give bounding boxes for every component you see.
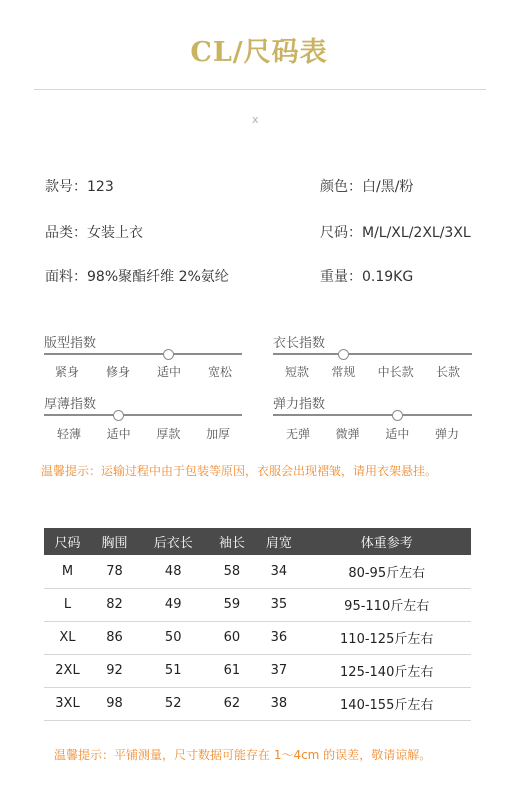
title-divider <box>34 89 486 90</box>
index-knob <box>113 410 124 421</box>
index-label: 弹力 <box>434 427 459 441</box>
fabric-info: 面料：98%聚酯纤维 2%氨纶 <box>45 269 229 285</box>
table-cell: 48 <box>138 555 208 588</box>
table-row <box>44 555 471 588</box>
sizes-info: 尺码：M/L/XL/2XL/3XL <box>320 225 471 241</box>
index-title: 版型指数 <box>44 336 97 351</box>
index-track <box>273 414 472 416</box>
index-label: 紧身 <box>55 365 80 379</box>
table-cell: XL <box>44 621 91 654</box>
index-label: 适中 <box>106 427 131 441</box>
column-header: 体重参考 <box>302 528 471 555</box>
weight-info: 重量：0.19KG <box>320 269 414 285</box>
table-cell: 110-125斤左右 <box>302 621 471 654</box>
index-title: 弹力指数 <box>273 397 326 412</box>
index-label: 修身 <box>105 365 130 379</box>
table-cell: L <box>44 588 91 621</box>
table-cell: 36 <box>255 621 302 654</box>
table-cell: 3XL <box>44 687 91 720</box>
index-track <box>273 353 472 355</box>
table-cell: 59 <box>208 588 255 621</box>
table-cell: 62 <box>208 687 255 720</box>
style-number: 款号：123 <box>45 179 114 195</box>
index-title: 厚薄指数 <box>44 397 97 412</box>
index-title: 衣长指数 <box>273 336 326 351</box>
index-labels <box>286 425 459 442</box>
table-cell: 38 <box>255 687 302 720</box>
table-cell: M <box>44 555 91 588</box>
table-cell: 140-155斤左右 <box>302 687 471 720</box>
table-cell: 92 <box>91 654 138 687</box>
column-header: 后衣长 <box>138 528 208 555</box>
index-label: 适中 <box>385 427 410 441</box>
color-info: 颜色：白/黑/粉 <box>320 179 414 195</box>
notice-measurement: 温馨提示：平铺测量，尺寸数据可能存在 1～4cm 的误差，敬请谅解。 <box>54 748 432 762</box>
table-row <box>44 588 471 621</box>
index-label: 微弹 <box>335 427 360 441</box>
close-icon[interactable]: x <box>252 113 259 126</box>
table-cell: 37 <box>255 654 302 687</box>
table-row <box>44 687 471 720</box>
table-cell: 51 <box>138 654 208 687</box>
index-label: 短款 <box>285 365 310 379</box>
table-cell: 98 <box>91 687 138 720</box>
table-cell: 35 <box>255 588 302 621</box>
index-labels <box>55 363 232 380</box>
notice-wrinkles: 温馨提示：运输过程中由于包装等原因，衣服会出现褶皱，请用衣架悬挂。 <box>41 464 438 478</box>
table-row <box>44 621 471 654</box>
column-header: 袖长 <box>208 528 255 555</box>
table-cell: 86 <box>91 621 138 654</box>
table-cell: 61 <box>208 654 255 687</box>
column-header: 尺码 <box>44 528 91 555</box>
index-labels <box>285 363 460 380</box>
index-label: 加厚 <box>205 427 230 441</box>
table-cell: 49 <box>138 588 208 621</box>
index-label: 宽松 <box>207 365 232 379</box>
table-cell: 80-95斤左右 <box>302 555 471 588</box>
index-label: 无弹 <box>286 427 311 441</box>
table-header-row <box>44 528 471 555</box>
table-cell: 125-140斤左右 <box>302 654 471 687</box>
index-label: 常规 <box>331 365 356 379</box>
index-label: 中长款 <box>377 365 414 379</box>
table-cell: 34 <box>255 555 302 588</box>
index-knob <box>163 349 174 360</box>
table-cell: 2XL <box>44 654 91 687</box>
index-label: 适中 <box>156 365 181 379</box>
table-cell: 58 <box>208 555 255 588</box>
index-labels <box>57 425 230 442</box>
table-row <box>44 654 471 687</box>
table-cell: 50 <box>138 621 208 654</box>
index-label: 轻薄 <box>57 427 82 441</box>
page-title: CL/尺码表 <box>190 37 328 68</box>
table-cell: 78 <box>91 555 138 588</box>
size-table <box>44 528 471 721</box>
index-label: 厚款 <box>156 427 181 441</box>
index-knob <box>392 410 403 421</box>
column-header: 肩宽 <box>255 528 302 555</box>
index-track <box>44 414 242 416</box>
table-cell: 95-110斤左右 <box>302 588 471 621</box>
index-knob <box>338 349 349 360</box>
table-cell: 60 <box>208 621 255 654</box>
table-cell: 52 <box>138 687 208 720</box>
column-header: 胸围 <box>91 528 138 555</box>
index-label: 长款 <box>435 365 460 379</box>
index-track <box>44 353 242 355</box>
table-cell: 82 <box>91 588 138 621</box>
category-info: 品类：女装上衣 <box>45 225 143 241</box>
